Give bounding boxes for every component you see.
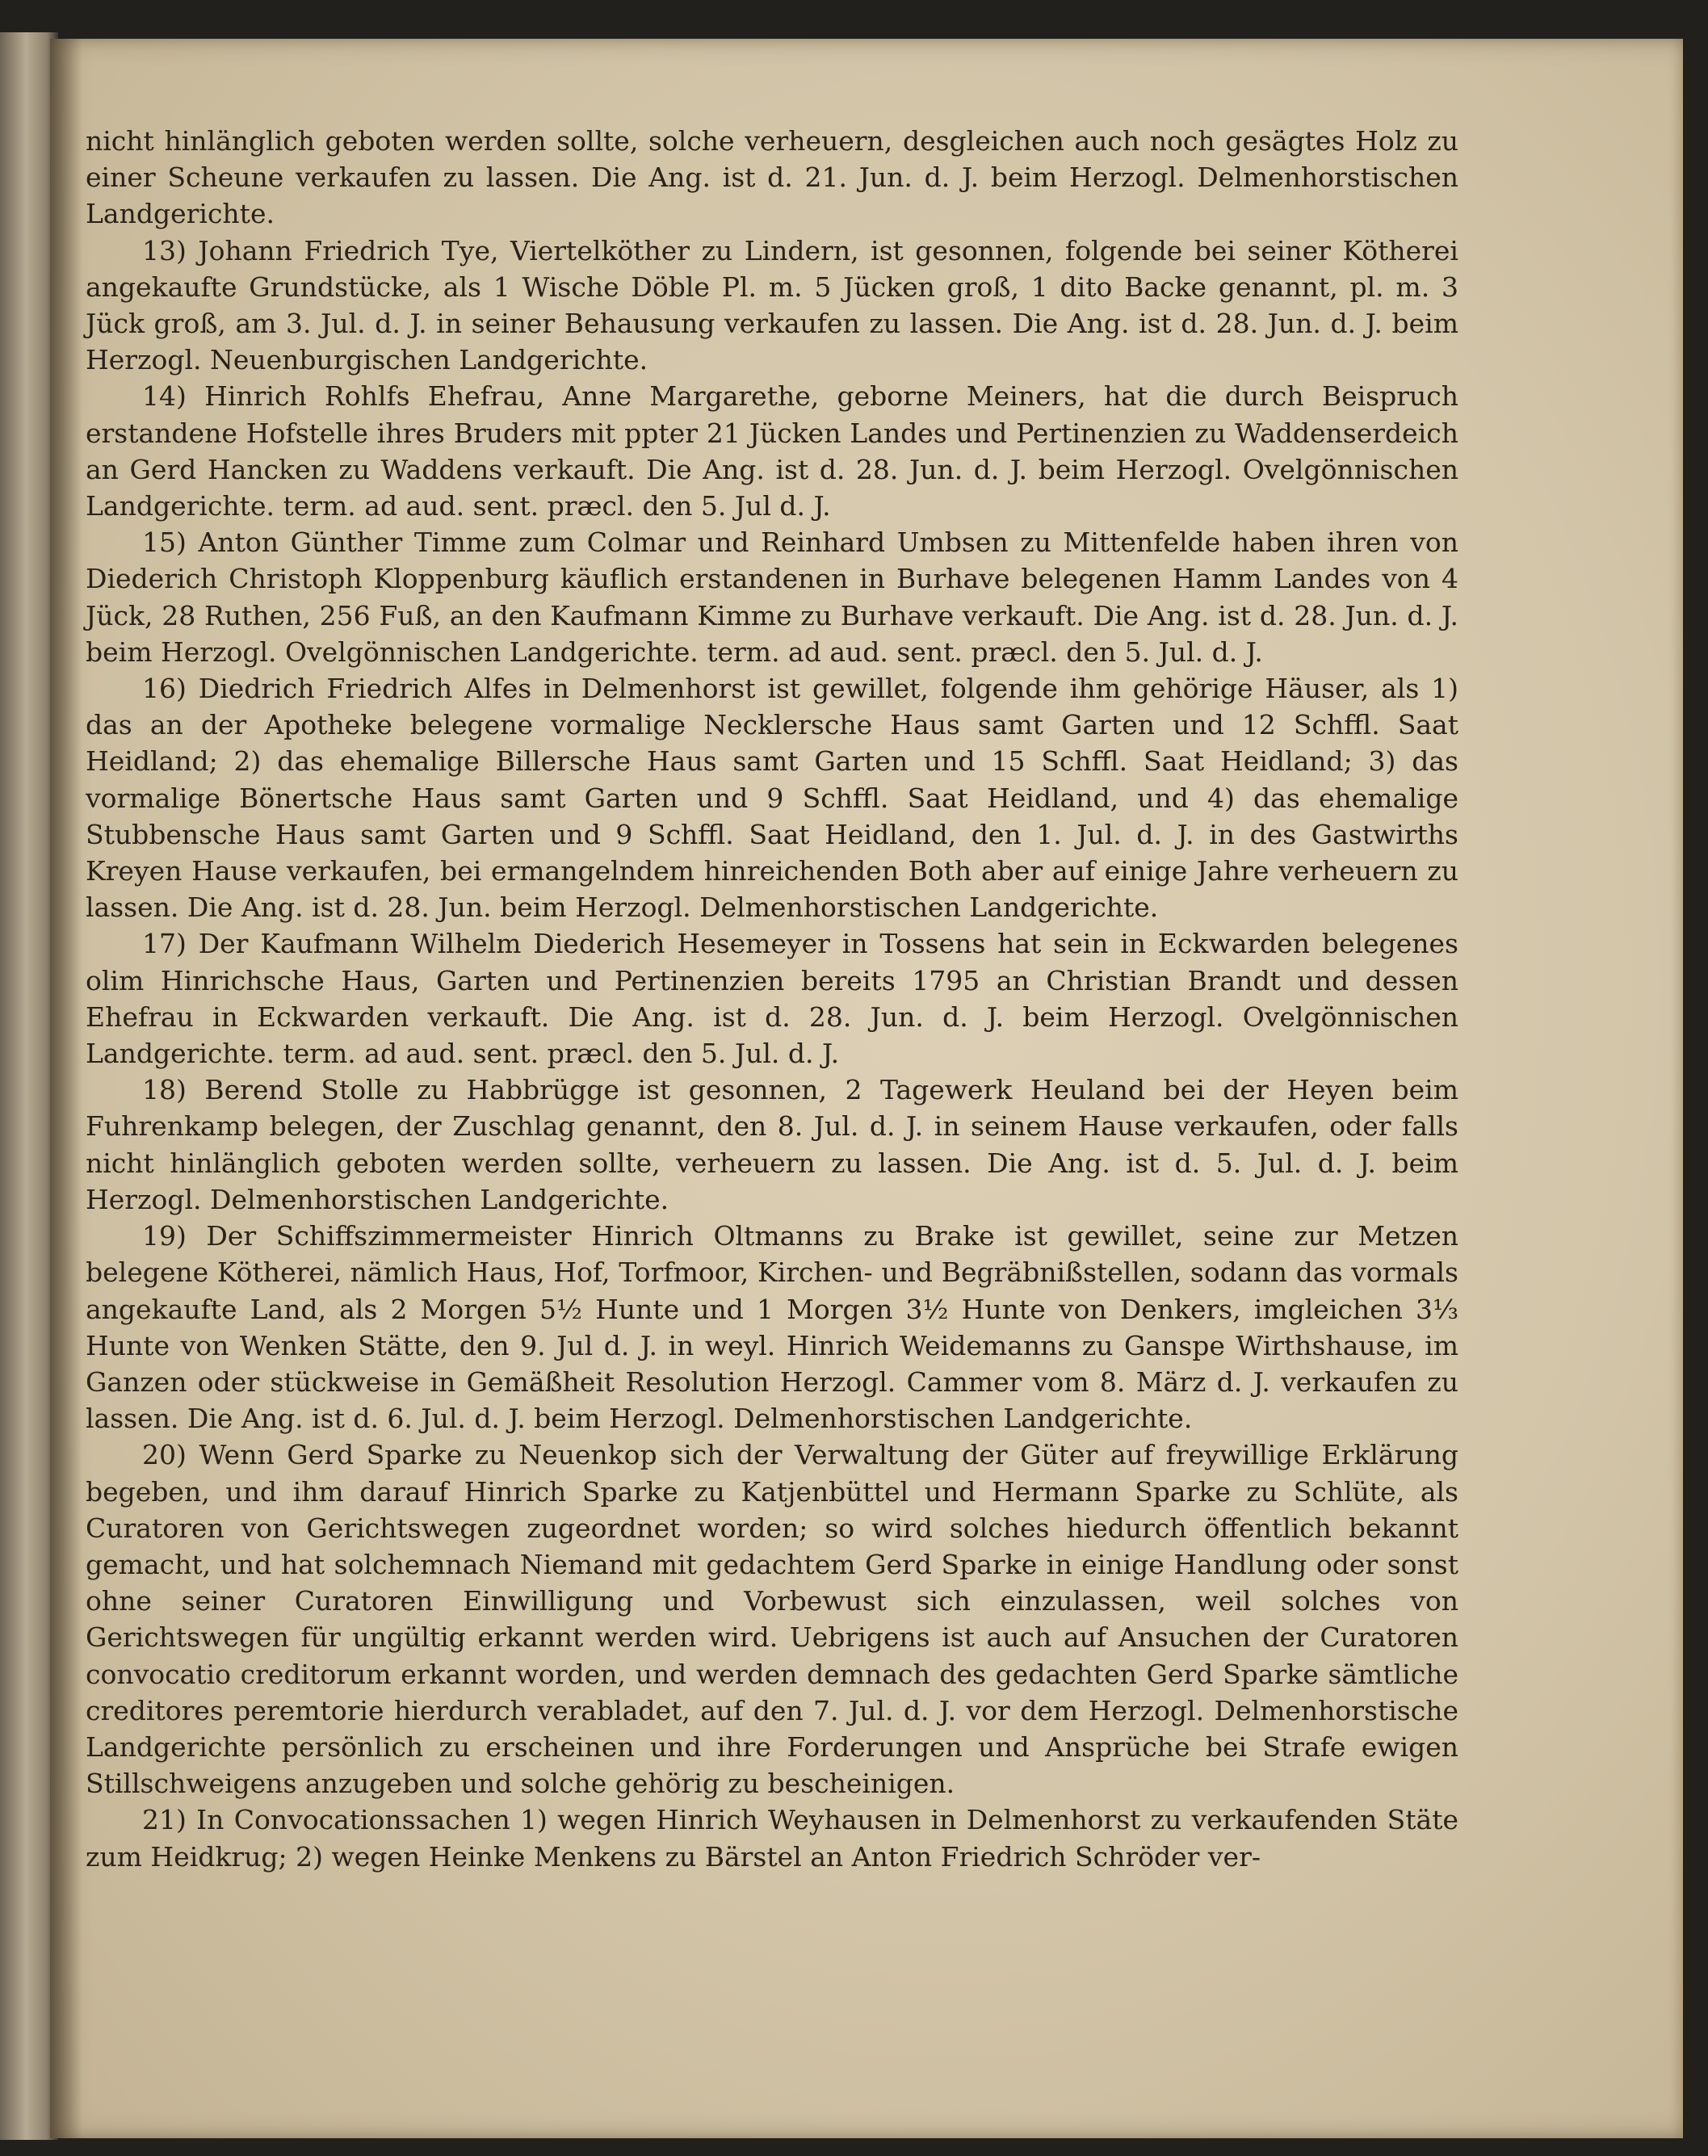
gutter-shadow bbox=[50, 39, 82, 2138]
paragraph-17: 17) Der Kaufmann Wilhelm Diederich Hesemeyer in Tossens hat sein in Eckwarden belegenes olim Hinrichsche Haus, Garten und Pertinenzien bereits 1795 an Christian Brandt und dessen Ehefrau in Eckwarden verkauft. Die Ang. ist d. 28. Jun. d. J. beim Herzogl. Ovelgönnischen Landgerichte. term. ad aud. sent. præcl. den 5. Jul. d. J. bbox=[86, 928, 1458, 1070]
paragraph-19: 19) Der Schiffszimmermeister Hinrich Oltmanns zu Brake ist gewillet, seine zur Metzen belegene Kötherei, nämlich Haus, Hof, Torfmoor, Kirchen- und Begräbnißstellen, sodann das vormals angekaufte Land, als 2 Morgen 5½ Hunte und 1 Morgen 3½ Hunte von Denkers, imgleichen 3⅓ Hunte von Wenken Stätte, den 9. Jul d. J. in weyl. Hinrich Weidemanns zu Ganspe Wirthshause, im Ganzen oder stückweise in Gemäßheit Resolution Herzogl. Cammer vom 8. März d. J. verkaufen zu lassen. Die Ang. ist d. 6. Jul. d. J. beim Herzogl. Delmenhorstischen Landgerichte. bbox=[86, 1220, 1458, 1435]
document-page bbox=[50, 39, 1683, 2138]
paragraph-20: 20) Wenn Gerd Sparke zu Neuenkop sich der Verwaltung der Güter auf freywillige Erklärung begeben, und ihm darauf Hinrich Sparke zu Katjenbüttel und Hermann Sparke zu Schlüte, als Curatoren von Gerichtswegen zugeordnet worden; so wird solches hiedurch öffentlich bekannt gemacht, und hat solchemnach Niemand mit gedachtem Gerd Sparke in einige Handlung oder sonst ohne seiner Curatoren Einwilligung und Vorbewust sich einzulassen, weil solches von Gerichtswegen für ungültig erkannt werden wird. Uebrigens ist auch auf Ansuchen der Curatoren convocatio creditorum erkannt worden, und werden demnach des gedachten Gerd Sparke sämtliche creditores peremtorie hierdurch verabladet, auf den 7. Jul. d. J. vor dem Herzogl. Delmenhorstische Landgerichte persönlich zu erscheinen und ihre Forderungen und Ansprüche bei Strafe ewigen Stillschweigens anzugeben und solche gehörig zu bescheinigen. bbox=[86, 1439, 1458, 1800]
paragraph-18: 18) Berend Stolle zu Habbrügge ist gesonnen, 2 Tagewerk Heuland bei der Heyen beim Fuhrenkamp belegen, der Zuschlag genannt, den 8. Jul. d. J. in seinem Hause verkaufen, oder falls nicht hinlänglich geboten werden sollte, verheuern zu lassen. Die Ang. ist d. 5. Jul. d. J. beim Herzogl. Delmenhorstischen Landgerichte. bbox=[86, 1074, 1458, 1215]
ink-mark bbox=[591, 95, 623, 111]
paragraph-15: 15) Anton Günther Timme zum Colmar und Reinhard Umbsen zu Mittenfelde haben ihren von Diederich Christoph Kloppenburg käuflich erstandenen in Burhave belegenen Hamm Landes von 4 Jück, 28 Ruthen, 256 Fuß, an den Kaufmann Kimme zu Burhave verkauft. Die Ang. ist d. 28. Jun. d. J. beim Herzogl. Ovelgönnischen Landgerichte. term. ad aud. sent. præcl. den 5. Jul. d. J. bbox=[86, 526, 1458, 668]
paragraph-14: 14) Hinrich Rohlfs Ehefrau, Anne Margarethe, geborne Meiners, hat die durch Beispruch erstandene Hofstelle ihres Bruders mit ppter 21 Jücken Landes und Pertinenzien zu Waddenserdeich an Gerd Hancken zu Waddens verkauft. Die Ang. ist d. 28. Jun. d. J. beim Herzogl. Ovelgönnischen Landgerichte. term. ad aud. sent. præcl. den 5. Jul d. J. bbox=[86, 380, 1458, 522]
paragraph-continuation: nicht hinlänglich geboten werden sollte, solche verheuern, desgleichen auch noch gesägtes Holz zu einer Scheune verkaufen zu lassen. Die Ang. ist d. 21. Jun. d. J. beim Herzogl. Delmenhorstischen Landgerichte. bbox=[86, 125, 1458, 230]
paragraph-13: 13) Johann Friedrich Tye, Viertelköther zu Lindern, ist gesonnen, folgende bei seiner Kötherei angekaufte Grundstücke, als 1 Wische Döble Pl. m. 5 Jücken groß, 1 dito Backe genannt, pl. m. 3 Jück groß, am 3. Jul. d. J. in seiner Behausung verkaufen zu lassen. Die Ang. ist d. 28. Jun. d. J. beim Herzogl. Neuenburgischen Landgerichte. bbox=[86, 234, 1458, 376]
paragraph-16: 16) Diedrich Friedrich Alfes in Delmenhorst ist gewillet, folgende ihm gehörige Häuser, als 1) das an der Apotheke belegene vormalige Necklersche Haus samt Garten und 12 Schffl. Saat Heidland; 2) das ehemalige Billersche Haus samt Garten und 15 Schffl. Saat Heidland; 3) das vormalige Bönertsche Haus samt Garten und 9 Schffl. Saat Heidland, und 4) das ehemalige Stubbensche Haus samt Garten und 9 Schffl. Saat Heidland, den 1. Jul. d. J. in des Gastwirths Kreyen Hause verkaufen, bei ermangelndem hinreichenden Both aber auf einige Jahre verheuern zu lassen. Die Ang. ist d. 28. Jun. beim Herzogl. Delmenhorstischen Landgerichte. bbox=[86, 673, 1458, 924]
text-column bbox=[86, 123, 1458, 1875]
paragraph-21: 21) In Convocationssachen 1) wegen Hinrich Weyhausen in Delmenhorst zu verkaufenden Stäte zum Heidkrug; 2) wegen Heinke Menkens zu Bärstel an Anton Friedrich Schröder ver- bbox=[86, 1804, 1458, 1873]
